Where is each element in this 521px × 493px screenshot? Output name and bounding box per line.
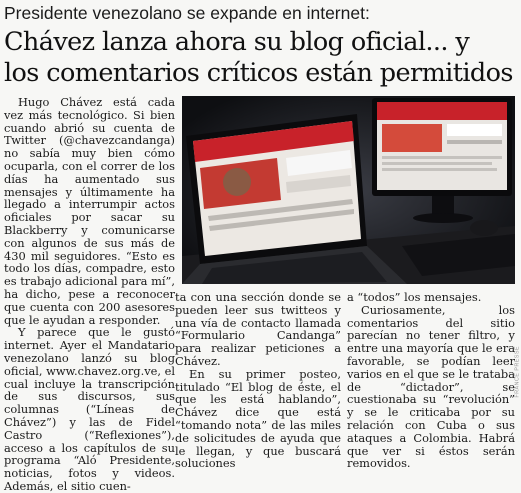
article-column-3 bbox=[347, 291, 515, 470]
headline-line-1: Chávez lanza ahora su blog oficial... y bbox=[4, 27, 470, 57]
paragraph-3-end: a “todos” los mensajes. bbox=[347, 290, 482, 304]
paragraph-4: Curiosamente, los comentarios del sitio parecían no tener filtro, y entre una mayoría que le era favorable, se podían leer varios en el que se le trataba de “dictador”, se cuestionaba su “revolución” y se le criticaba por su relación con Cuba o sus ataques a Colombia. Habrá que ver si éstos serán removidos. bbox=[347, 302, 515, 471]
article-column-1 bbox=[4, 96, 175, 493]
laptop-monitor-illustration bbox=[182, 96, 515, 284]
article-column-2 bbox=[175, 291, 341, 470]
kicker: Presidente venezolano se expande en internet: bbox=[4, 3, 370, 23]
paragraph-2-end: ta con una sección donde se pueden leer sus twitteos y una vía de contacto llamada “Formulario Candanga” para realizar peticiones a Chávez. bbox=[175, 290, 341, 368]
paragraph-1: Hugo Chávez está cada vez más tecnológico. Si bien cuando abrió su cuenta de Twitter (@chavezcandanga) no sabía muy bien cómo ocuparla, con el correr de los días ha aumentado sus mensajes y últimamente ha llegado a interrumpir actos oficiales por sacar su Blackberry y comunicarse con algunos de sus más de 430 mil seguidores. “Esto es todo los días, compadre, esto es trabajo adicional para mí”, ha dicho, pese a reconocer que cuenta con 200 asesores que le ayudan a responder. bbox=[4, 95, 175, 327]
headline-line-2: los comentarios críticos están permitidos bbox=[4, 58, 513, 88]
headline bbox=[4, 27, 518, 89]
photo-credit: FRANCE PRESSE bbox=[515, 346, 521, 398]
paragraph-2-start: Y parece que le gustó internet. Ayer el Mandatario venezolano lanzó su blog oficial, www.chavez.org.ve, el cual incluye la transcripción de sus discursos, sus columnas (“Líneas de Chávez”) y las de Fidel Castro (“Reflexiones”), acceso a los capítulos de su programa “Aló Presidente, noticias, fotos y videos. Además, el sitio cuen- bbox=[4, 325, 175, 493]
paragraph-3-start: En su primer posteo, titulado “El blog de éste, el que les está hablando”, Chávez dice que está “tomando nota” de las miles de solicitudes de ayuda que le llegan, y que buscará soluciones bbox=[175, 366, 341, 471]
